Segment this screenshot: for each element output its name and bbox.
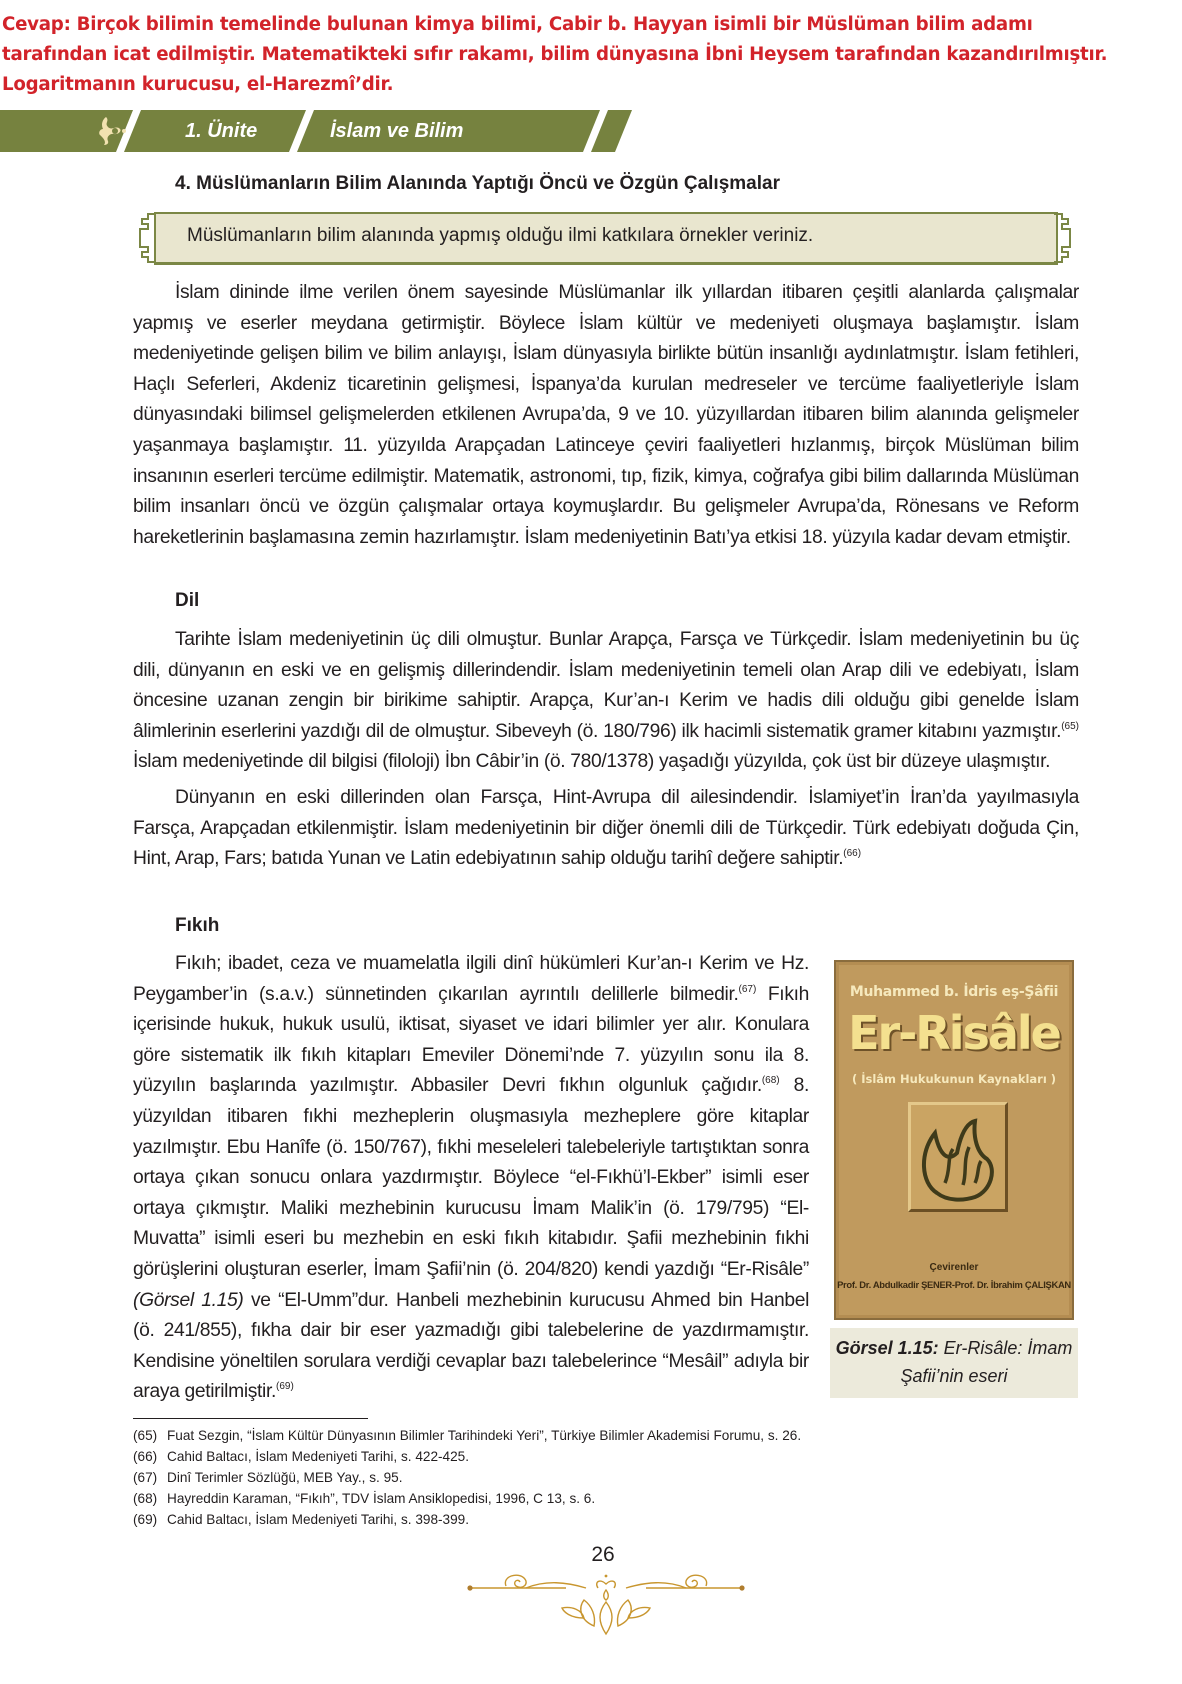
fikih-section <box>133 949 809 1408</box>
page-number: 26 <box>591 1543 615 1566</box>
book-title: Er-Risâle <box>848 1006 1060 1060</box>
footnote: (69) Cahid Baltacı, İslam Medeniyeti Tarihi, s. 398-399. <box>133 1512 469 1527</box>
question-box <box>134 212 1076 264</box>
footnote: (67) Dinî Terimler Sözlüğü, MEB Yay., s. 95. <box>133 1470 403 1485</box>
footnotes-list <box>133 1425 801 1530</box>
intro-paragraph <box>133 278 1079 553</box>
floral-ornament-icon <box>466 1568 746 1648</box>
right-bracket-ornament-icon <box>1052 212 1076 264</box>
section-title: 4. Müslümanların Bilim Alanında Yaptığı Öncü ve Özgün Çalışmalar <box>175 173 780 194</box>
footnote-ref[interactable]: (66) <box>843 848 862 860</box>
paragraph: Fıkıh; ibadet, ceza ve muamelatla ilgili dinî hükümleri Kur’an-ı Kerim ve Hz. Peygamber’in (s.a.v.) sünnetinden çıkarılan ayrıntılı delillerle bilmedir.$^{(67)}$ Fıkıh içerisinde hukuk, hukuk usulü, iktisat, siyaset ve idari bilimler yer alır. Konulara göre sistematik ilk fıkıh kitapları Emeviler Dönemi’nde 7. yüzyılın sonu ila 8. yüzyılın başlarında yazılmıştır. Abbasiler Devri fıkhın olgunluk çağıdır.$^{(68)}$ 8. yüzyıldan itibaren fıkhi mezheplerin oluşmasıyla mezheplere göre kitaplar yazılmıştır. Ebu Hanîfe (ö. 150/767), fıkhi meseleleri talebeleriyle tartıştıktan sonra ortaya çıkan sonucu onlara yazdırmıştır. Böylece “el-Fıkhü’l-Ekber” isimli eser ortaya çıkmıştır. Maliki mezhebinin kurucusu İmam Malik’in (ö. 179/795) “El-Muvatta” isimli eseri bu mezhebin en eski fıkıh kitabıdır. Şafii mezhebinin fıkhi görüşlerini oluşturan eserler, İmam Şafii’nin (ö. 204/820) kendi yazdığı “Er-Risâle” (Görsel 1.15) ve “El-Umm”dur. Hanbeli mezhebinin kurucusu Ahmed bin Hanbel (ö. 241/855), fıkha dair bir eser yazmadığı gibi talebelerine de yazdırmamıştır. Kendisine yöneltilen sorulara verdiği cevaplar bazı talebelerince “Mesâil” adıyla bir araya getirilmiştir.$^{(69)}$ <box>133 953 810 1403</box>
dil-section <box>133 625 1079 875</box>
answer-line: tarafından icat edilmiştir. Matematikteki sıfır rakamı, bilim dünyasına İbni Heysem tarafından kazandırılmıştır. <box>2 44 1108 65</box>
footnote: (68) Hayreddin Karaman, “Fıkıh”, TDV İslam Ansiklopedisi, 1996, C 13, s. 6. <box>133 1491 596 1506</box>
footnote-ref[interactable]: (68) <box>761 1075 780 1087</box>
footnote: (66) Cahid Baltacı, İslam Medeniyeti Tarihi, s. 422-425. <box>133 1449 469 1464</box>
book-subtitle: ( İslâm Hukukunun Kaynakları ) <box>851 1072 1057 1086</box>
caption-label: Görsel 1.15: <box>835 1338 939 1358</box>
translators-label: Çevirenler <box>929 1262 979 1273</box>
answer-note <box>2 10 1172 100</box>
unit-title: İslam ve Bilim <box>330 120 464 142</box>
footnote: (65) Fuat Sezgin, “İslam Kültür Dünyasının Bilimler Tarihindeki Yeri”, Türkiye Bilimler Akademisi Forumu, s. 26. <box>133 1428 802 1443</box>
answer-line: Logaritmanın kurucusu, el-Harezmî’dir. <box>2 74 394 95</box>
dil-heading: Dil <box>175 590 200 611</box>
footnote-ref[interactable]: (69) <box>276 1381 294 1393</box>
paragraph: İslam dininde ilme verilen önem sayesinde Müslümanlar ilk yıllardan itibaren çeşitli alanlarda çalışmalar yapmış ve eserler meydana getirmiştir. Böylece İslam kültür ve medeniyeti oluşmaya başlamıştır. İslam medeniyetinde gelişen bilim ve bilim anlayışı, İslam dünyasıyla birlikte bütün insanlığı aydınlatmıştır. İslam fetihleri, Haçlı Seferleri, Akdeniz ticaretinin gelişmesi, İspanya’da kurulan medreseler ve tercüme faaliyetleriyle İslam dünyasındaki bilimsel gelişmelerden etkilenen Avrupa’da, 9 ve 10. yüzyıllardan itibaren bilim alanında gelişmeler yaşanmaya başlamıştır. 11. yüzyılda Arapçadan Latinceye çeviri faaliyetleri hızlanmış, birçok Müslüman bilim insanının eserleri tercüme edilmiştir. Matematik, astronomi, tıp, fizik, kimya, coğrafya gibi bilim dallarında Müslüman bilim insanları öncü ve özgün çalışmalar ortaya koymuşlardır. Bu gelişmeler Avrupa’da, Rönesans ve Reform hareketlerinin başlamasına zemin hazırlamıştır. İslam medeniyetinin Batı’ya etkisi 18. yüzyıla kadar devam etmiştir. <box>133 282 1079 548</box>
tulip-ornament-icon <box>96 115 130 147</box>
footnote-ref[interactable]: (67) <box>738 983 757 995</box>
book-author: Muhammed b. İdris eş-Şâfii <box>849 984 1059 1000</box>
translators-names: Prof. Dr. Abdulkadir ŞENER-Prof. Dr. İbrahim ÇALIŞKAN <box>837 1279 1071 1290</box>
answer-line: Cevap: Birçok bilimin temelinde bulunan kimya bilimi, Cabir b. Hayyan isimli bir Müslüman bilim adamı <box>2 14 1033 35</box>
book-cover-figure <box>830 960 1078 1320</box>
arabic-calligraphy-emblem-icon <box>908 1102 1008 1212</box>
footnote-ref[interactable]: (65) <box>1061 720 1079 732</box>
book-cover-image <box>834 960 1074 1320</box>
figure-reference[interactable]: (Görsel 1.15) <box>133 1289 244 1311</box>
paragraph: Dünyanın en eski dillerinden olan Farsça, Hint-Avrupa dil ailesindendir. İslamiyet’in İran’da yayılmasıyla Farsça, Arapçadan etkilenmiştir. İslam medeniyetinin bir diğer önemli dili de Türkçedir. Türk edebiyatı doğuda Çin, Hint, Arap, Fars; batıda Yunan ve Latin edebiyatının sahip olduğu tarihî değere sahiptir.$^{(66)}$ <box>133 786 1079 870</box>
caption-text: Er-Risâle: İmam Şafii’nin eseri <box>900 1338 1073 1386</box>
question-text: Müslümanların bilim alanında yapmış olduğu ilmi katkılara örnekler veriniz. <box>187 225 814 246</box>
paragraph: Tarihte İslam medeniyetinin üç dili olmuştur. Bunlar Arapça, Farsça ve Türkçedir. İslam medeniyetinin bu üç dili, dünyanın en eski ve en gelişmiş dillerindendir. İslam medeniyetinin temeli olan Arap dili ve edebiyatı, İslam öncesine uzanan zengin bir birikime sahiptir. Arapça, Kur’an-ı Kerim ve hadis dili olduğu gibi genelde İslam âlimlerinin eserlerini yazdığı dil de olmuştur. Sibeveyh (ö. 180/796) ilk hacimli sistematik gramer kitabını yazmıştır.$^{(65)}$ İslam medeniyetinde dil bilgisi (filoloji) İbn Câbir’in (ö. 780/1378) yaşadığı yüzyılda, çok üst bir düzeye ulaşmıştır. <box>133 629 1079 773</box>
footnote-divider <box>133 1418 368 1419</box>
unit-label: 1. Ünite <box>185 120 258 142</box>
unit-banner <box>0 110 640 152</box>
figure-caption <box>830 1328 1078 1398</box>
fikih-heading: Fıkıh <box>175 915 220 936</box>
